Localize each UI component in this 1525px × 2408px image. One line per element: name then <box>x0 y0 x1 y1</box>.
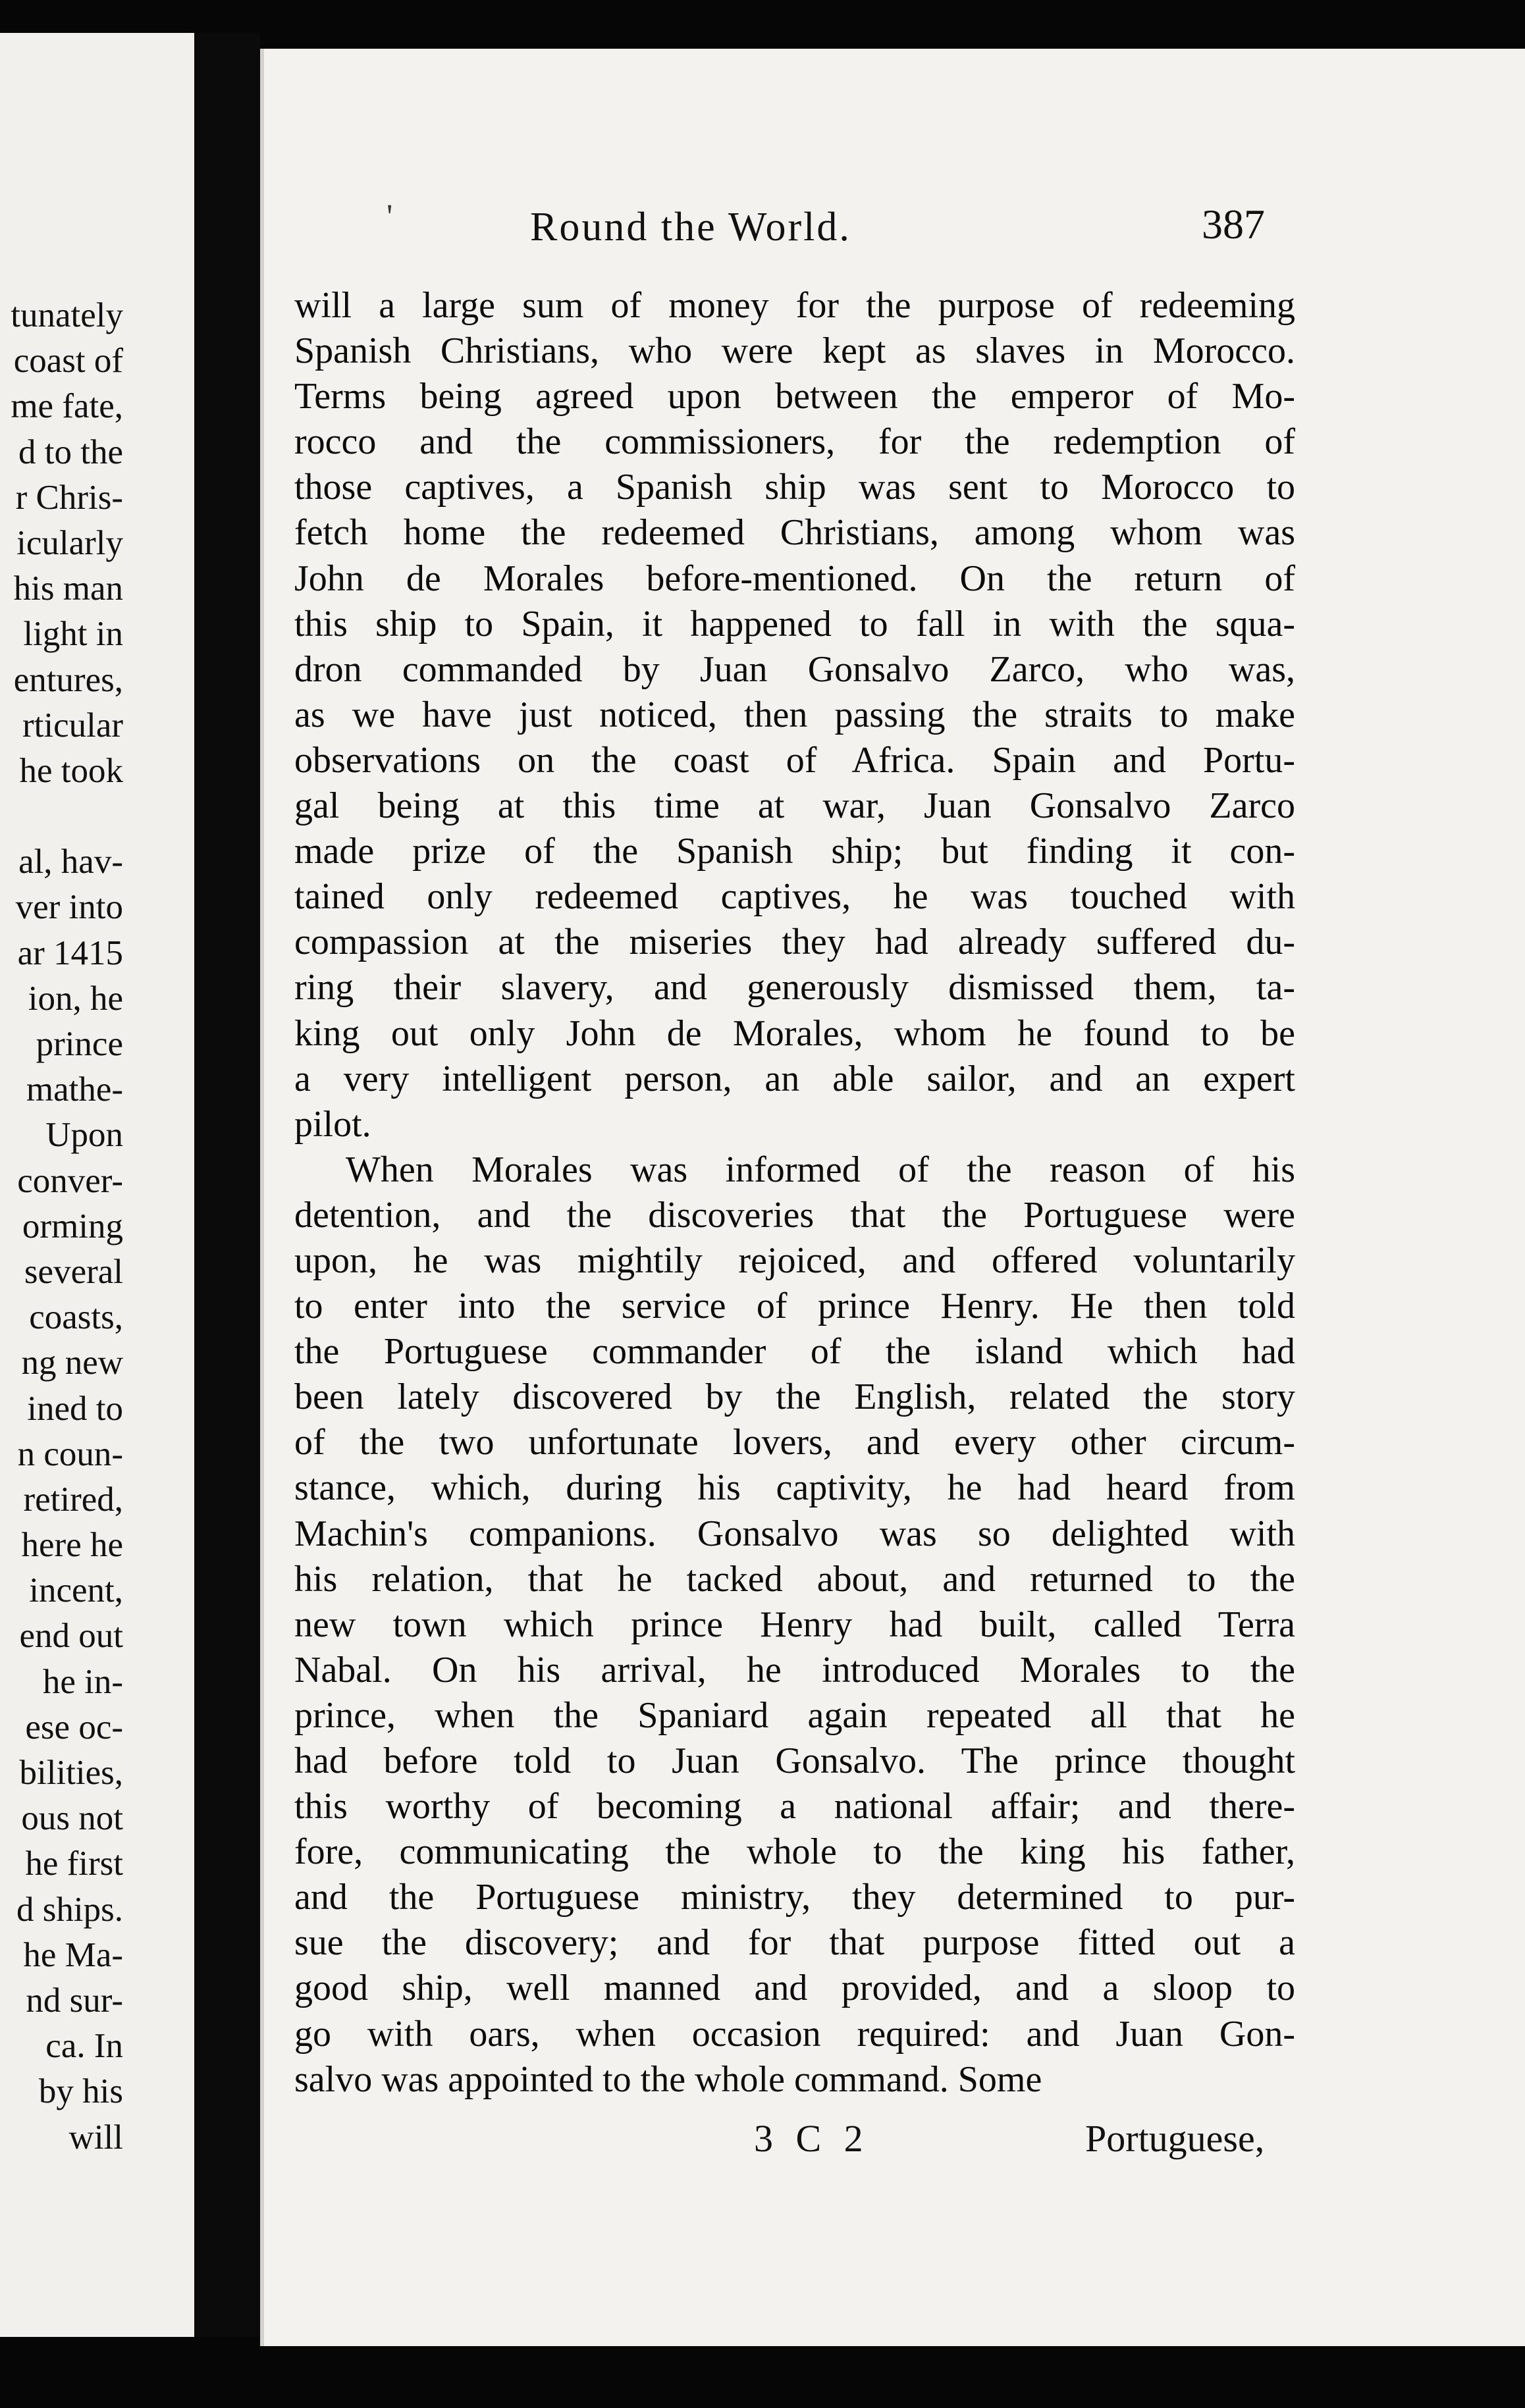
text-line: fetch home the redeemed Christians, among whom was <box>294 512 1295 554</box>
text-line: of the two unfortunate lovers, and every other circum- <box>294 1422 1295 1463</box>
left-page-line: orming <box>22 1207 123 1245</box>
text-line: new town which prince Henry had built, called Terra <box>294 1604 1295 1645</box>
left-page-line: he in- <box>42 1662 123 1701</box>
catchword: Portuguese, <box>1085 2117 1265 2160</box>
text-line: dron commanded by Juan Gonsalvo Zarco, who was, <box>294 648 1295 690</box>
text-line: ring their slavery, and generously dismissed them, ta- <box>294 967 1295 1008</box>
text-line: a very intelligent person, an able sailor, and an expert <box>294 1058 1295 1099</box>
left-page-line: prince <box>36 1025 123 1063</box>
left-page-line: he first <box>25 1845 123 1883</box>
left-page-line: d to the <box>18 432 123 471</box>
signature-mark: 3 C 2 <box>754 2117 870 2160</box>
text-line: and the Portuguese ministry, they determined to pur- <box>294 1877 1295 1918</box>
book-gutter <box>194 33 260 2337</box>
left-page-line: his man <box>13 569 123 608</box>
header-mark: ' <box>387 198 393 236</box>
left-page-line: ver into <box>15 888 123 927</box>
left-page-line: here he <box>21 1526 123 1565</box>
left-page-line: conver- <box>17 1161 123 1200</box>
left-page-line: light in <box>23 615 123 654</box>
text-line: prince, when the Spaniard again repeated all that he <box>294 1694 1295 1736</box>
left-page-line: coasts, <box>29 1298 123 1337</box>
body-text <box>294 283 1295 2103</box>
text-line: Terms being agreed upon between the emperor of Mo- <box>294 376 1295 417</box>
text-line: been lately discovered by the English, related the story <box>294 1376 1295 1418</box>
left-page-line: several <box>24 1252 123 1291</box>
text-line: fore, communicating the whole to the king his father, <box>294 1831 1295 1873</box>
left-page-line: ar 1415 <box>17 933 123 972</box>
page-number: 387 <box>1202 201 1265 248</box>
text-line: compassion at the miseries they had already suffered du- <box>294 922 1295 963</box>
left-page-line: ined to <box>27 1389 123 1428</box>
left-page-line: will <box>68 2118 123 2157</box>
left-page-line: ion, he <box>28 979 123 1018</box>
left-page-line: nd sur- <box>26 1981 123 2020</box>
left-page-line: entures, <box>13 660 123 699</box>
left-page-line: rticular <box>22 706 123 745</box>
text-line: those captives, a Spanish ship was sent to Morocco to <box>294 467 1295 508</box>
text-line: stance, which, during his captivity, he had heard from <box>294 1467 1295 1509</box>
text-line: this ship to Spain, it happened to fall in with the squa- <box>294 603 1295 644</box>
text-line: pilot. <box>294 1103 371 1145</box>
text-line: made prize of the Spanish ship; but finding it con- <box>294 831 1295 872</box>
left-page-text <box>11 293 123 2160</box>
left-page-line: al, hav- <box>18 843 123 881</box>
left-facing-page <box>0 33 196 2337</box>
left-page-line: by his <box>38 2072 123 2111</box>
left-page-line: d ships. <box>16 1890 123 1929</box>
left-page-line: tunately <box>11 296 123 334</box>
left-page-line: he took <box>19 751 123 790</box>
text-line: John de Morales before-mentioned. On the return of <box>294 558 1295 599</box>
left-page-line: Upon <box>45 1116 123 1155</box>
text-line: as we have just noticed, then passing the straits to make <box>294 694 1295 735</box>
text-line: Nabal. On his arrival, he introduced Morales to the <box>294 1649 1295 1690</box>
left-page-line <box>11 794 123 839</box>
text-line: When Morales was informed of the reason of his <box>346 1149 1295 1190</box>
left-page-line: r Chris- <box>15 478 123 517</box>
text-line: gal being at this time at war, Juan Gonsalvo Zarco <box>294 785 1295 827</box>
text-line: Spanish Christians, who were kept as slaves in Morocco. <box>294 330 1295 372</box>
left-page-line: incent, <box>29 1571 123 1610</box>
text-line: the Portuguese commander of the island which had <box>294 1331 1295 1373</box>
left-page-line: mathe- <box>26 1070 123 1109</box>
left-page-line: ca. In <box>45 2027 123 2066</box>
text-line: to enter into the service of prince Henry. He then told <box>294 1286 1295 1327</box>
text-line: good ship, well manned and provided, and a sloop to <box>294 1968 1295 2009</box>
left-page-line: bilities, <box>19 1754 123 1792</box>
text-line: observations on the coast of Africa. Spain and Portu- <box>294 739 1295 781</box>
text-line: Machin's companions. Gonsalvo was so delighted with <box>294 1513 1295 1554</box>
text-line: upon, he was mightily rejoiced, and offered voluntarily <box>294 1240 1295 1281</box>
left-page-line: ous not <box>21 1799 123 1838</box>
left-page-line: retired, <box>23 1480 123 1519</box>
text-line: salvo was appointed to the whole command. Some <box>294 2058 1042 2100</box>
text-line: king out only John de Morales, whom he found to be <box>294 1012 1295 1054</box>
text-line: his relation, that he tacked about, and returned to the <box>294 1558 1295 1600</box>
text-line: detention, and the discoveries that the Portuguese were <box>294 1194 1295 1236</box>
text-line: go with oars, when occasion required: and Juan Gon- <box>294 2013 1295 2055</box>
text-line: tained only redeemed captives, he was touched with <box>294 876 1295 918</box>
text-line: sue the discovery; and for that purpose fitted out a <box>294 1922 1295 1964</box>
left-page-line: me fate, <box>11 387 123 426</box>
left-page-line: ese oc- <box>25 1708 123 1746</box>
left-page-line: end out <box>19 1617 123 1656</box>
text-line: this worthy of becoming a national affair; and there- <box>294 1786 1295 1827</box>
left-page-line: icularly <box>16 523 123 562</box>
left-page-line: coast of <box>13 342 123 380</box>
left-page-line: ng new <box>21 1344 123 1382</box>
text-line: will a large sum of money for the purpose of redeeming <box>294 285 1295 326</box>
left-page-line: n coun- <box>17 1434 123 1473</box>
left-page-line: he Ma- <box>23 1935 123 1974</box>
text-line: had before told to Juan Gonsalvo. The prince thought <box>294 1741 1295 1781</box>
running-head: Round the World. <box>530 205 851 249</box>
text-line: rocco and the commissioners, for the redemption of <box>294 421 1295 463</box>
